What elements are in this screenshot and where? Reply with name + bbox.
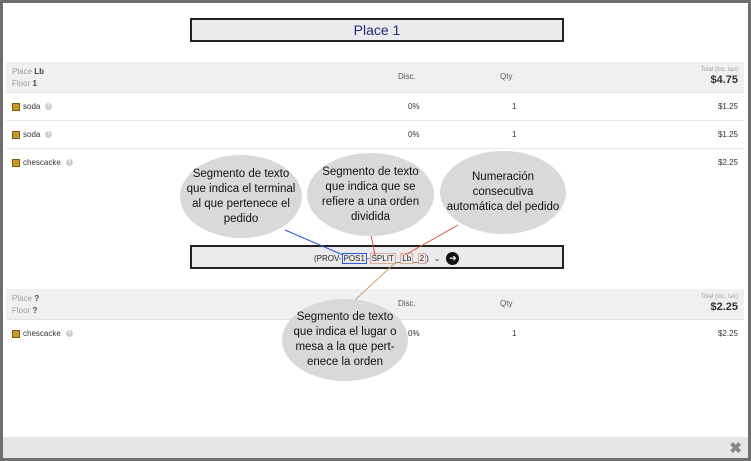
close-icon[interactable]: ✖ xyxy=(729,440,742,457)
item-price: $2.25 xyxy=(717,329,738,338)
place-annotation: Segmento de texto que indica el lugar o mesa a la que pert-enece la orden xyxy=(282,299,408,381)
qty-column-header: Qty xyxy=(500,72,513,81)
number-leader-line xyxy=(405,225,458,255)
place-info: Place ? xyxy=(12,294,40,303)
item-disc: 0% xyxy=(408,102,420,111)
total-value: $2.25 xyxy=(710,301,738,313)
info-icon[interactable]: i xyxy=(45,131,52,138)
item-qty: 1 xyxy=(512,102,517,111)
floor-info: Floor ? xyxy=(12,306,38,315)
chevron-down-icon[interactable]: ⌄ xyxy=(433,254,441,263)
split-leader-line xyxy=(371,235,375,255)
terminal-annotation: Segmento de texto que indica el terminal al que pertenece el pedido xyxy=(180,155,302,238)
arrow-right-icon[interactable]: ➔ xyxy=(446,252,459,265)
disc-column-header: Disc. xyxy=(398,299,416,308)
item-qty: 1 xyxy=(512,329,517,338)
modal-footer xyxy=(3,437,748,458)
split-order-modal xyxy=(3,3,748,458)
order-total: Total (inc. tax) $2.25 xyxy=(700,294,738,313)
order-title: Place 1 xyxy=(190,18,564,42)
total-value: $4.75 xyxy=(710,74,738,86)
qty-column-header: Qty xyxy=(500,299,513,308)
info-icon[interactable]: i xyxy=(66,159,73,166)
split-segment: SPLIT xyxy=(371,254,394,263)
item-disc: 0% xyxy=(408,329,420,338)
number-segment: 2 xyxy=(419,254,425,263)
place-info: Place Lb xyxy=(12,67,45,76)
info-icon[interactable]: i xyxy=(45,103,52,110)
item-name: chescacke xyxy=(23,329,61,338)
terminal-segment: POS1 xyxy=(343,254,365,263)
item-disc: 0% xyxy=(408,130,420,139)
item-price: $1.25 xyxy=(717,102,738,111)
place-segment: Lb xyxy=(402,254,412,263)
disc-column-header: Disc. xyxy=(398,72,416,81)
split-annotation: Segmento de texto que indica que se refiere a una orden dividida xyxy=(307,153,434,236)
item-price: $1.25 xyxy=(717,130,738,139)
order-code[interactable]: (PROV- POS1 - SPLIT _ Lb _ 2 ) ⌄ ➔ xyxy=(314,252,459,265)
terminal-leader-line xyxy=(285,230,343,255)
item-qty: 1 xyxy=(512,130,517,139)
item-name: soda xyxy=(23,102,41,111)
item-name: chescacke xyxy=(23,158,61,167)
numbering-annotation: Numeración consecutiva automática del pedido xyxy=(440,151,566,234)
floor-info: Floor 1 xyxy=(12,79,37,88)
item-price: $2.25 xyxy=(717,158,738,167)
place-leader-line xyxy=(355,262,396,300)
info-icon[interactable]: i xyxy=(66,330,73,337)
order-total: Total (inc. tax) $4.75 xyxy=(700,67,738,86)
item-name: soda xyxy=(23,130,41,139)
